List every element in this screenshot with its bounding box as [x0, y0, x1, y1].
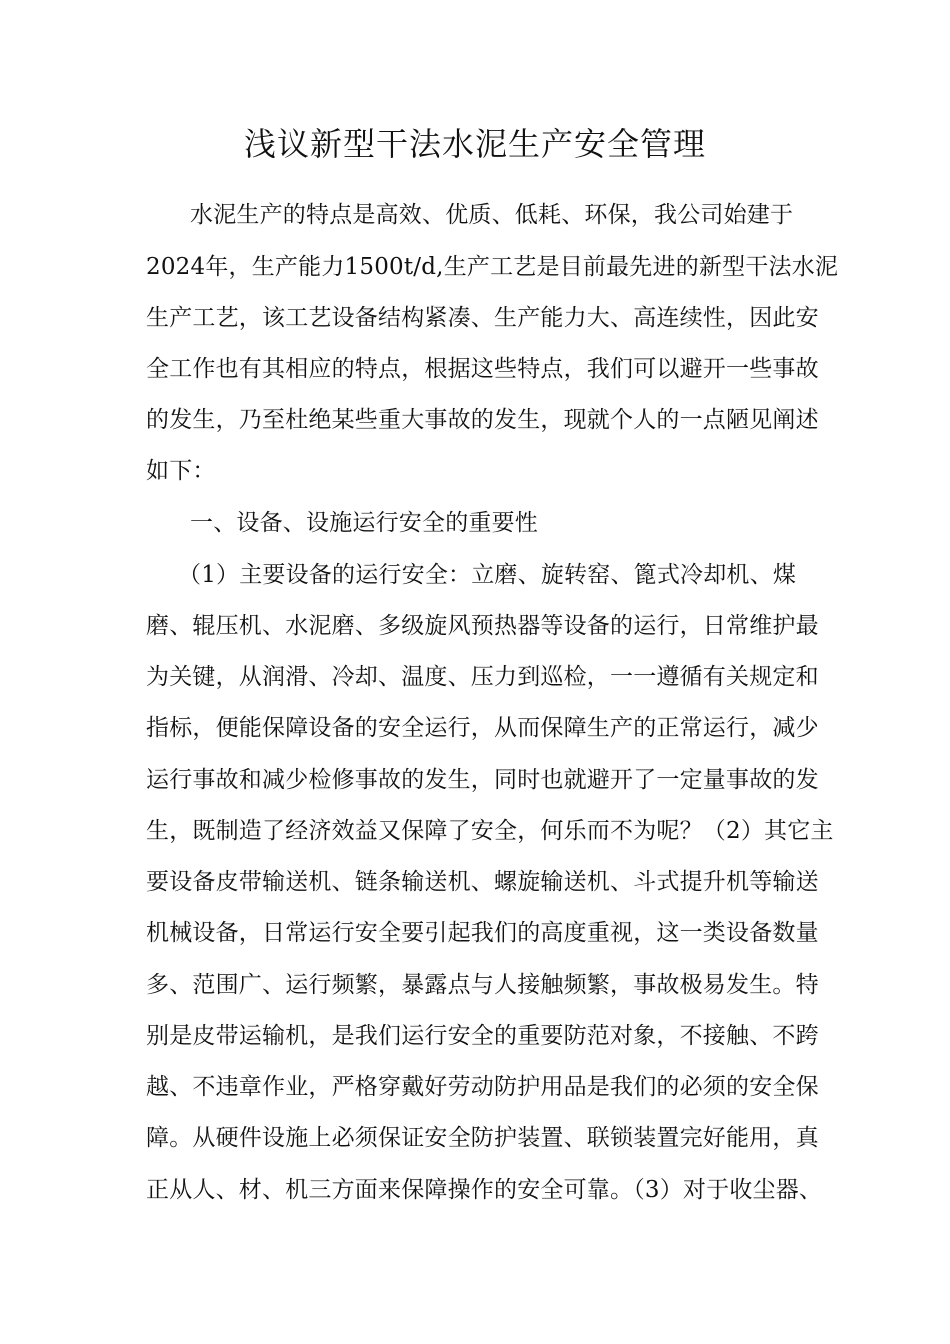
paragraph-line: 生产工艺，该工艺设备结构紧凑、生产能力大、高连续性，因此安 [146, 305, 819, 331]
document-title: 浅议新型干法水泥生产安全管理 [243, 125, 706, 163]
paragraph-line: 如下： [146, 458, 216, 484]
paragraph-line: 水泥生产的特点是高效、优质、低耗、环保，我公司始建于 [190, 202, 794, 228]
paragraph-line: 正从人、材、机三方面来保障操作的安全可靠。（3）对于收尘器、 [146, 1177, 823, 1203]
paragraph-line: 障。从硬件设施上必须保证安全防护装置、联锁装置完好能用，真 [146, 1125, 819, 1151]
paragraph-line: 磨、辊压机、水泥磨、多级旋风预热器等设备的运行，日常维护最 [146, 613, 819, 639]
paragraph-line: 为关键，从润滑、冷却、温度、压力到巡检，一一遵循有关规定和 [146, 664, 819, 690]
paragraph-line: 2024年，生产能力1500t/d,生产工艺是目前最先进的新型干法水泥 [146, 254, 839, 280]
paragraph-line: 要设备皮带输送机、链条输送机、螺旋输送机、斗式提升机等输送 [146, 869, 819, 895]
paragraph-line: 机械设备，日常运行安全要引起我们的高度重视，这一类设备数量 [146, 920, 819, 946]
paragraph-line: 指标，便能保障设备的安全运行，从而保障生产的正常运行，减少 [146, 715, 819, 741]
section-heading: 一、设备、设施运行安全的重要性 [190, 510, 538, 536]
paragraph-line: 运行事故和减少检修事故的发生，同时也就避开了一定量事故的发 [146, 767, 819, 793]
paragraph-line: 生，既制造了经济效益又保障了安全，何乐而不为呢？（2）其它主 [146, 818, 834, 844]
paragraph-line: 别是皮带运输机，是我们运行安全的重要防范对象，不接触、不跨 [146, 1023, 819, 1049]
paragraph-line: 全工作也有其相应的特点，根据这些特点，我们可以避开一些事故 [146, 356, 819, 382]
paragraph-line: 越、不违章作业，严格穿戴好劳动防护用品是我们的必须的安全保 [146, 1074, 819, 1100]
paragraph-line: （1）主要设备的运行安全：立磨、旋转窑、篦式冷却机、煤 [178, 562, 797, 588]
paragraph-line: 多、范围广、运行频繁，暴露点与人接触频繁，事故极易发生。特 [146, 972, 819, 998]
paragraph-line: 的发生，乃至杜绝某些重大事故的发生，现就个人的一点陋见阐述 [146, 407, 819, 433]
